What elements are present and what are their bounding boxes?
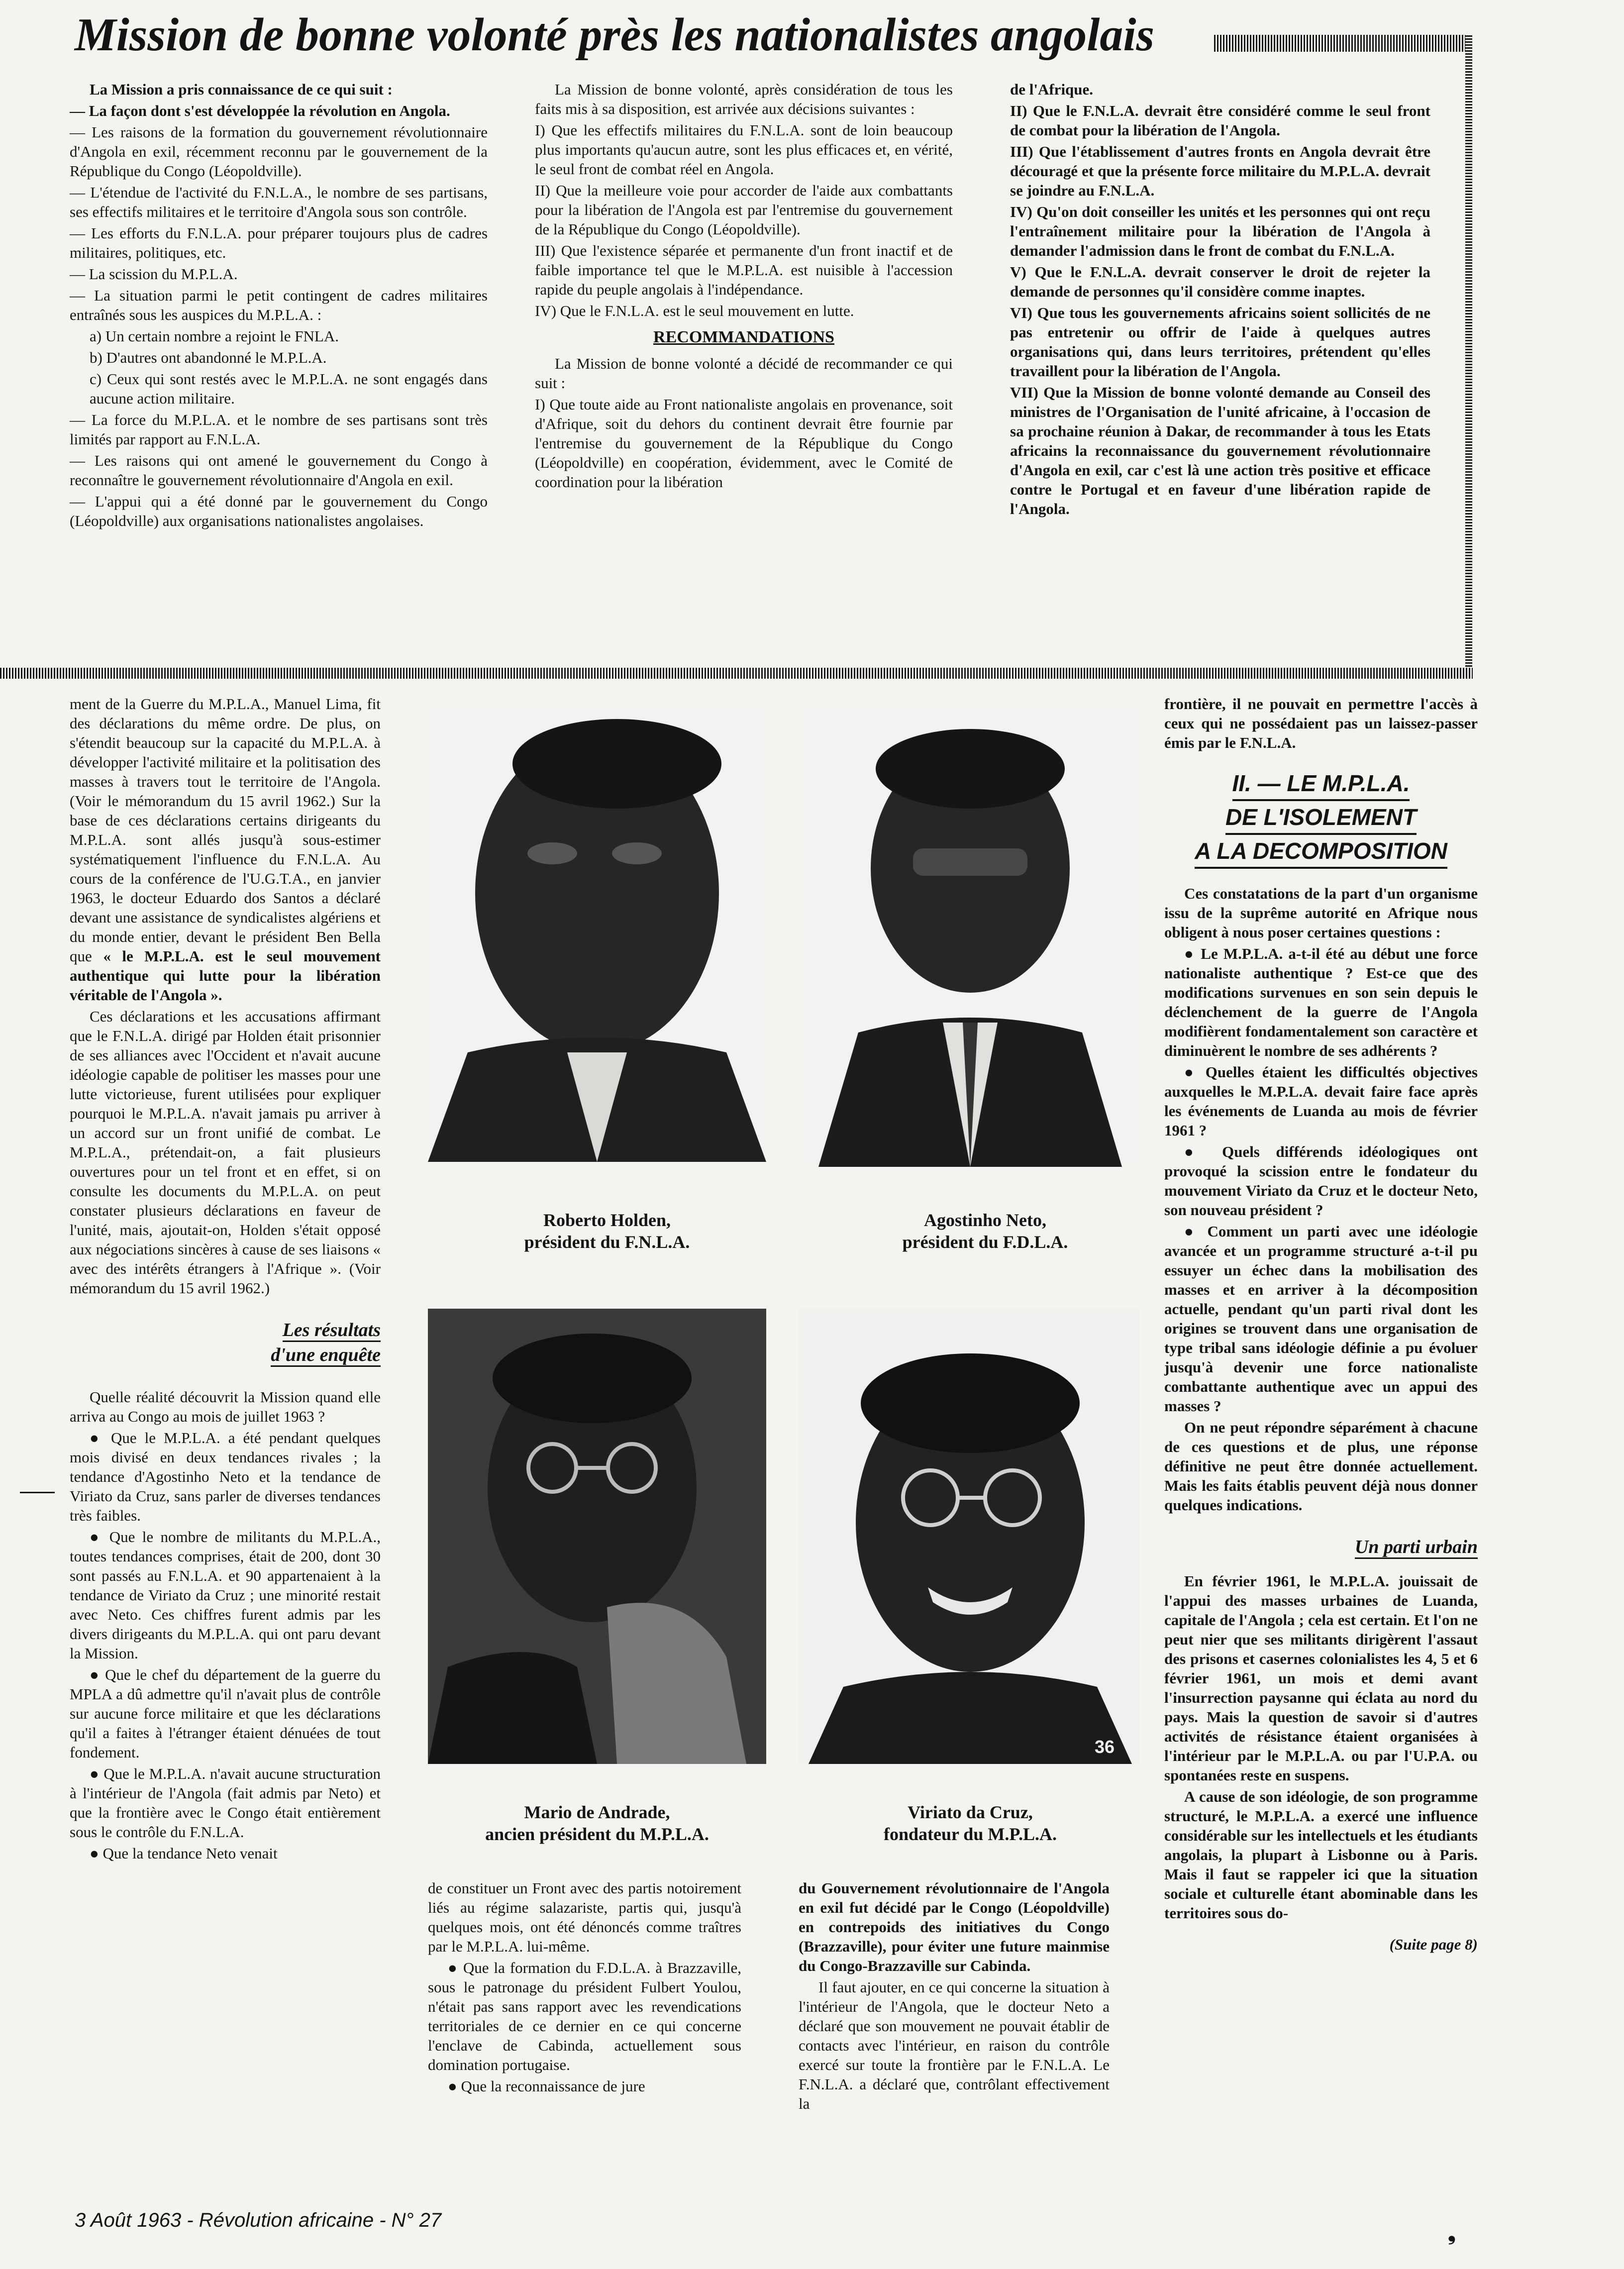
top-col3-paragraph: III) Que l'établissement d'autres fronts en Angola devrait être découragé et que la présente force militaire du M.P.L.A. devrait se joindre au F.N.L.A.: [1010, 143, 1430, 199]
caption-neto: Agostinho Neto, président du F.D.L.A.: [902, 1210, 1068, 1252]
top-col1-paragraph: — Les efforts du F.N.L.A. pour préparer toujours plus de cadres militaires, politiques, etc.: [70, 223, 488, 262]
top-col2a-paragraph: La Mission de bonne volonté, après considération de tous les faits mis à sa disposition, est arrivée aux décisions suivantes :: [535, 81, 953, 117]
right-q3: ● Quels différends idéologiques ont provoqué la scission entre le fondateur du mouvement Viriato da Cruz et le docteur Neto, son nouveau président ?: [1164, 1143, 1478, 1219]
right-q1: ● Le M.P.L.A. a-t-il été au début une force nationaliste authentique ? Est-ce que des modifications survenues en son sein depuis le déclenchement de la guerre de l'Angola modifièrent fondamentalement son caractère et diminuèrent le nombre de ses adhérents ?: [1164, 945, 1478, 1059]
top-col3-paragraph: de l'Afrique.: [1010, 81, 1094, 98]
photo-roberto-holden: [428, 704, 766, 1162]
right-p4: A cause de son idéologie, de son programme structuré, le M.P.L.A. a exercé une influence considérable sur les intellectuels et les étudiants angolais, la plupart à Lisbonne ou à Paris. Mais il faut se rappeler ici que la situation sociale et culturelle étant abominable dans les territoires sous do-: [1164, 1788, 1478, 1922]
top-col1-paragraph: c) Ceux qui sont restés avec le M.P.L.A. ne sont engagés dans aucune action militaire.: [90, 370, 488, 407]
top-right-rule: [1465, 35, 1472, 667]
top-col3-paragraph: IV) Qu'on doit conseiller les unités et les personnes qui ont reçu l'entraînement militaire pour la libération de l'Angola à demander l'admission dans le front de combat du F.N.L.A.: [1010, 203, 1430, 259]
mid-c1c: ● Que la reconnaissance de jure: [448, 2077, 645, 2095]
right-subhead: Un parti urbain: [1164, 1535, 1478, 1559]
caption-holden: Roberto Holden, président du F.N.L.A.: [524, 1210, 690, 1252]
right-p3: En février 1961, le M.P.L.A. jouissait de l'appui des masses urbaines de Luanda, capitale de l'Angola ; cela est certain. Et l'on ne peut nier que ses militants dirigèrent l'assaut des prisons et casernes colonialistes les 4, 5 et 6 février 1961, un mois et demi avant l'insurrection paysanne qui éclata au nord du pays. Mais la question de savoir si d'autres activités de résistance étaient organisées à l'intérieur par le M.P.L.A. ou par l'U.P.A. ou spontanées reste en suspens.: [1164, 1572, 1478, 1784]
top-col3-paragraph: II) Que le F.N.L.A. devrait être considéré comme le seul front de combat pour la libération de l'Angola.: [1010, 102, 1430, 139]
top-col1-paragraph: — L'appui qui a été donné par le gouvernement du Congo (Léopoldville) aux organisations nationalistes angolaises.: [70, 492, 488, 530]
mid-c1b: ● Que la formation du F.D.L.A. à Brazzaville, sous le patronage du président Fulbert Youlou, n'était pas sans rapport avec les revendications territoriales de ce dernier en ce qui concerne l'enclave de Cabinda, actuellement sous domination portugaise.: [428, 1959, 741, 2073]
left-p1-bold: « le M.P.L.A. est le seul mouvement authentique qui lutte pour la libération véritable de l'Angola ».: [70, 947, 381, 1004]
right-q2: ● Quelles étaient les difficultés objectives auxquelles le M.P.L.A. devait faire face après les événements de Luanda au mois de février 1961 ?: [1164, 1063, 1478, 1139]
photo-mario-de-andrade: [428, 1309, 766, 1764]
left-subhead: Les résultats d'une enquête: [70, 1318, 381, 1367]
left-bullet-5: ● Que la tendance Neto venait: [90, 1845, 278, 1862]
middle-bottom-column-1: [428, 1878, 741, 2098]
top-col1-paragraph: — La scission du M.P.L.A.: [70, 264, 488, 284]
mid-c2b: Il faut ajouter, en ce qui concerne la situation à l'intérieur de l'Angola, que le docteur Neto a déclaré que son mouvement ne pouvait établir de contacts avec l'intérieur, en raison du contrôle exercé sur toute la frontière par le F.N.L.A. Le F.N.L.A. a déclaré que, contrôlant effectivement la: [799, 1978, 1110, 2112]
right-p2: On ne peut répondre séparément à chacune de ces questions et de plus, une réponse définitive ne peut être donnée actuellement. Mais les faits établis peuvent déjà nous donner quelques indications.: [1164, 1419, 1478, 1514]
top-col1-paragraph: La Mission a pris connaissance de ce qui suit :: [90, 81, 393, 98]
top-col2a-paragraph: III) Que l'existence séparée et permanente d'un front inactif et de faible importance tel que le M.P.L.A. est nuisible à l'accession rapide du peuple angolais à l'indépendance.: [535, 242, 953, 298]
photo-viriato-da-cruz: [799, 1309, 1139, 1764]
middle-bottom-column-2: [799, 1878, 1110, 2115]
top-col1-paragraph: — La situation parmi le petit contingent de cadres militaires entraînés sous les auspices du M.P.L.A. :: [70, 286, 488, 324]
right-p1: Ces constatations de la part d'un organisme issu de la suprême autorité en Afrique nous obligent à nous poser certaines questions :: [1164, 885, 1478, 941]
top-col1-paragraph: b) D'autres ont abandonné le M.P.L.A.: [90, 349, 327, 366]
left-bullet-2: ● Que le nombre de militants du M.P.L.A., toutes tendances comprises, était de 200, dont 30 sont passés au F.N.L.A. et 90 appartenaient à la tendance de Viriato da Cruz ; une minorité restait avec Neto. Ces chiffres furent admis par les divers dirigeants du M.P.L.A. qui ont paru devant la Mission.: [70, 1528, 381, 1662]
top-col2a-paragraph: II) Que la meilleure voie pour accorder de l'aide aux combattants pour la libération de l'Angola est par l'entremise du gouvernement de la République du Congo (Léopoldville).: [535, 182, 953, 238]
mid-c2a: du Gouvernement révolutionnaire de l'Angola en exil fut décidé par le Congo (Léopoldville) en contrepoids des initiatives du Congo (Brazzaville), pour éviter une future mainmise du Congo-Brazzaville sur Cabinda.: [799, 1879, 1110, 1974]
top-col3-paragraph: VI) Que tous les gouvernements africains soient sollicités de ne pas entretenir ou offrir de l'aide à quelques autres organisations qui, dans leurs territoires, prétendent qu'elles travaillent pour la libération de l'Angola.: [1010, 304, 1430, 380]
top-col1-paragraph: — L'étendue de l'activité du F.N.L.A., le nombre de ses partisans, ses effectifs militaires et le territoire d'Angola sous son contrôle.: [70, 183, 488, 221]
photo-number: 36: [1095, 1737, 1115, 1757]
top-col1-paragraph: a) Un certain nombre a rejoint le FNLA.: [90, 327, 339, 345]
right-section-heading: II. — LE M.P.L.A. DE L'ISOLEMENT A LA DECOMPOSITION: [1164, 767, 1478, 869]
top-col2a-paragraph: I) Que les effectifs militaires du F.N.L.A. sont de loin beaucoup plus importants qu'aucun autre, sont les plus efficaces et, en vérité, le seul front de combat réel en Angola.: [535, 121, 953, 178]
mid-c1: de constituer un Front avec des partis notoirement liés au régime salazariste, partis qui, jusqu'à quelques mois, ont été dénoncés comme traîtres par le M.P.L.A. lui-même.: [428, 1879, 741, 1955]
page-corner-mark: ❟: [1448, 2222, 1456, 2245]
left-bullet-1: ● Que le M.P.L.A. a été pendant quelques mois divisé en deux tendances rivales ; la tendance d'Agostinho Neto et la tendance de Viriato da Cruz, sans parler de diverses tendances très faibles.: [70, 1429, 381, 1524]
suite-note: (Suite page 8): [1389, 1936, 1478, 1953]
recommandations-heading: RECOMMANDATIONS: [653, 328, 834, 346]
top-col2b-paragraph: La Mission de bonne volonté a décidé de recommander ce qui suit :: [535, 355, 953, 392]
left-p2: Ces déclarations et les accusations affirmant que le F.N.L.A. dirigé par Holden était prisonnier de ses alliances avec l'Occident et n'avait aucune idéologie capable de politiser les masses pour une lutte victorieuse, furent utilisées pour expliquer pourquoi le M.P.L.A. n'avait jamais pu arriver à un accord sur un front unifié de combat. Le M.P.L.A., prétendait-on, a fait plusieurs ouvertures pour un tel front et en effet, si on consulte les documents du M.P.L.A. on peut constater plusieurs déclarations en faveur de l'unité, mais, ajoutait-on, Holden s'était opposé aux négociations sincères à cause de ses liaisons « avec des intérêts étrangers à l'Afrique ». (Voir mémorandum du 15 avril 1962.): [70, 1008, 381, 1297]
left-margin-mark: [20, 1492, 55, 1493]
right-p0: frontière, il ne pouvait en permettre l'accès à ceux qui ne possédaient pas un laissez-passer émis par le F.N.L.A.: [1164, 695, 1478, 751]
footer: 3 Août 1963 - Révolution africaine - N° 27: [75, 2209, 442, 2231]
headline-rule: [1214, 35, 1468, 52]
top-col1-paragraph: — La façon dont s'est développée la révolution en Angola.: [70, 101, 488, 120]
top-column-3: [1010, 80, 1430, 520]
right-column: [1164, 694, 1478, 1954]
right-q4: ● Comment un parti avec une idéologie avancée et un programme structuré a-t-il pu essuyer un échec dans la mobilisation des masses et en arriver à la décomposition actuelle, pendant qu'un parti rival dont les origines se trouvent dans une organisation de type tribal sans idéologie définie a pu évoluer jusqu'à devenir une force nationaliste combattante authentique avec un appui des masses ?: [1164, 1223, 1478, 1415]
caption-andrade: Mario de Andrade, ancien président du M.P.L.A.: [485, 1802, 709, 1844]
headline: Mission de bonne volonté près les nationalistes angolais: [75, 9, 1155, 61]
caption-cruz: Viriato da Cruz, fondateur du M.P.L.A.: [883, 1802, 1057, 1844]
left-bullet-4: ● Que le M.P.L.A. n'avait aucune structuration à l'intérieur de l'Angola (fait admis par Neto) et que la frontière avec le Congo était entièrement sous le contrôle du F.N.L.A.: [70, 1765, 381, 1841]
top-col1-paragraph: — La force du M.P.L.A. et le nombre de ses partisans sont très limités par rapport au F.N.L.A.: [70, 410, 488, 449]
top-col3-paragraph: VII) Que la Mission de bonne volonté demande au Conseil des ministres de l'Organisation de l'unité africaine, à l'occasion de sa prochaine réunion à Dakar, de recommander à tous les Etats africains la reconnaissance du gouvernement révolutionnaire d'Angola en exil, car c'est là une action très positive et efficace contre le Portugal et en faveur d'une libération rapide de l'Angola.: [1010, 384, 1430, 517]
separator-rule: [0, 668, 1473, 679]
left-p1: ment de la Guerre du M.P.L.A., Manuel Lima, fit des déclarations du même ordre. De plus, on s'étendit beaucoup sur la capacité du M.P.L.A. à développer l'activité militaire et la politisation des masses à travers tout le territoire de l'Angola. (Voir le mémorandum du 15 avril 1962.) Sur la base de ces déclarations certains dirigeants du M.P.L.A. sont allés jusqu'à sous-estimer systématiquement l'influence du F.N.L.A. Au cours de la conférence de l'U.G.T.A., en janvier 1963, le docteur Eduardo dos Santos a déclaré devant une assistance de syndicalistes algériens et du monde entier, devant le président Ben Bella que: [70, 695, 381, 965]
left-bullet-3: ● Que le chef du département de la guerre du MPLA a dû admettre qu'il n'avait plus de contrôle sur aucune force militaire et que les déclarations qu'il a faites à l'étranger étaient dénuées de tout fondement.: [70, 1666, 381, 1761]
top-column-1: [70, 80, 488, 532]
top-column-2: [535, 80, 953, 494]
top-col2a-paragraph: IV) Que le F.N.L.A. est le seul mouvement en lutte.: [535, 302, 854, 319]
left-bottom-column: [70, 694, 381, 1865]
top-col1-paragraph: — Les raisons qui ont amené le gouvernement du Congo à reconnaître le gouvernement révolutionnaire d'Angola en exil.: [70, 451, 488, 490]
photo-agostinho-neto: [799, 704, 1142, 1167]
top-col2b-paragraph: I) Que toute aide au Front nationaliste angolais en provenance, soit d'Afrique, soit du dehors du continent devrait être fournie par l'entremise du gouvernement de la République du Congo (Léopoldville) en coopération, évidemment, avec le Comité de coordination pour la libération: [535, 396, 953, 491]
top-col1-paragraph: — Les raisons de la formation du gouvernement révolutionnaire d'Angola en exil, récemment reconnu par le gouvernement de la République du Congo (Léopoldville).: [70, 122, 488, 181]
top-col3-paragraph: V) Que le F.N.L.A. devrait conserver le droit de rejeter la demande de personnes qu'il considère comme inaptes.: [1010, 263, 1430, 300]
left-p3: Quelle réalité découvrit la Mission quand elle arriva au Congo au mois de juillet 1963 ?: [70, 1388, 381, 1425]
